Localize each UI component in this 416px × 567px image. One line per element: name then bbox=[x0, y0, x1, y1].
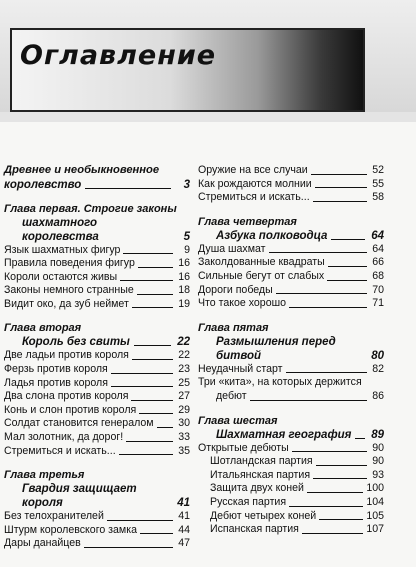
toc-subitem[interactable] bbox=[198, 523, 384, 537]
toc-item-label: Неудачный старт bbox=[198, 362, 283, 375]
toc-item-page: 64 bbox=[372, 242, 384, 255]
toc-item-page: 30 bbox=[178, 417, 190, 430]
toc-item-page: 93 bbox=[372, 468, 384, 481]
chapter-5-label: Глава пятая bbox=[198, 321, 269, 334]
chapter-6-title-entry[interactable] bbox=[198, 428, 384, 442]
toc-item-page: 23 bbox=[178, 363, 190, 376]
chapter-3-title: Гвардия защищает короля bbox=[22, 483, 137, 510]
toc-item-page: 52 bbox=[372, 164, 384, 176]
toc-item[interactable] bbox=[198, 164, 384, 178]
toc-item-page: 107 bbox=[366, 523, 384, 536]
toc-item[interactable] bbox=[4, 524, 190, 538]
chapter-1-label: Глава первая. Строгие законы bbox=[4, 202, 177, 215]
chapter-4 bbox=[198, 216, 384, 311]
intro-entry[interactable] bbox=[4, 164, 190, 192]
toc-item[interactable] bbox=[198, 178, 384, 192]
toc-item-label: Штурм королевского замка bbox=[4, 523, 137, 536]
banner-strip bbox=[0, 112, 416, 122]
chapter-6 bbox=[198, 415, 384, 537]
toc-item-label: Открытые дебюты bbox=[198, 441, 289, 454]
toc-item-label: Солдат становится генералом bbox=[4, 417, 154, 430]
chapter-5-title-entry[interactable] bbox=[198, 335, 384, 363]
chapter-5-title: Размышления перед битвой bbox=[216, 335, 336, 362]
chapter-5-page: 80 bbox=[371, 349, 384, 362]
toc-item-label: Законы немного странные bbox=[4, 284, 134, 297]
toc-item-page: 44 bbox=[178, 523, 190, 536]
chapter-3-label: Глава третья bbox=[4, 469, 85, 482]
chapter-6-page: 89 bbox=[371, 428, 384, 441]
chapter-3-continued bbox=[198, 164, 384, 205]
toc-item-page: 105 bbox=[366, 509, 384, 522]
chapter-2-title: Король без свиты bbox=[22, 336, 130, 349]
toc-item-page: 71 bbox=[372, 297, 384, 310]
toc-item-page: 27 bbox=[178, 390, 190, 403]
toc-left-column bbox=[4, 164, 190, 551]
chapter-3 bbox=[4, 469, 190, 551]
toc-item-label: Язык шахматных фигур bbox=[4, 243, 121, 256]
chapter-6-title: Шахматная география bbox=[216, 428, 352, 441]
toc-item-label: Русская партия bbox=[210, 495, 287, 508]
toc-item-page: 104 bbox=[366, 495, 384, 508]
chapter-2-page: 22 bbox=[177, 336, 190, 349]
toc-subitem[interactable] bbox=[198, 496, 384, 510]
toc-item-label: Защита двух коней bbox=[210, 482, 304, 495]
toc-item[interactable] bbox=[198, 297, 384, 311]
toc-item-label-cont: дебют bbox=[216, 389, 247, 402]
intro-line1: Древнее и необыкновенное bbox=[4, 164, 160, 176]
toc-item[interactable] bbox=[4, 417, 190, 431]
chapter-2 bbox=[4, 322, 190, 458]
toc-item-page: 33 bbox=[178, 431, 190, 444]
toc-item[interactable] bbox=[4, 284, 190, 298]
toc-item[interactable] bbox=[198, 243, 384, 257]
page-title: Оглавление bbox=[20, 40, 217, 71]
chapter-1-title: шахматного королевства bbox=[22, 216, 99, 243]
chapter-3-title-entry[interactable] bbox=[4, 482, 190, 510]
toc-item-label: Дебют четырех коней bbox=[210, 509, 317, 522]
toc-item-label: Две ладьи против короля bbox=[4, 349, 129, 362]
toc-item[interactable] bbox=[4, 271, 190, 285]
toc-item-label: Стремиться и искать... bbox=[4, 444, 116, 457]
toc-item[interactable] bbox=[4, 257, 190, 271]
chapter-3-page: 41 bbox=[177, 497, 190, 510]
toc-item-label: Дороги победы bbox=[198, 283, 273, 296]
toc-item[interactable] bbox=[4, 377, 190, 391]
toc-item-page: 66 bbox=[372, 256, 384, 269]
toc-item[interactable] bbox=[4, 363, 190, 377]
toc-subitem[interactable] bbox=[198, 455, 384, 469]
toc-item-page: 9 bbox=[184, 243, 190, 256]
leader-line bbox=[355, 438, 365, 439]
chapter-5 bbox=[198, 322, 384, 404]
toc-item[interactable] bbox=[198, 284, 384, 298]
toc-item-label: Шотландская партия bbox=[210, 455, 313, 468]
toc-item-label: Как рождаются молнии bbox=[198, 177, 312, 190]
toc-item-label: Итальянская партия bbox=[210, 468, 311, 481]
toc-item-page: 35 bbox=[178, 444, 190, 457]
toc-item-label: Конь и слон против короля bbox=[4, 403, 137, 416]
toc-item-page: 47 bbox=[178, 537, 190, 550]
toc-item-label: Два слона против короля bbox=[4, 390, 129, 403]
chapter-4-title-entry[interactable] bbox=[198, 229, 384, 243]
toc-item[interactable] bbox=[4, 298, 190, 312]
toc-item[interactable] bbox=[198, 363, 384, 377]
toc-item-page: 41 bbox=[178, 510, 190, 523]
toc-item[interactable] bbox=[198, 191, 384, 205]
toc-item-page: 55 bbox=[372, 177, 384, 190]
toc-item-page: 58 bbox=[372, 191, 384, 204]
toc-item[interactable] bbox=[198, 442, 384, 456]
toc-subitem[interactable] bbox=[198, 469, 384, 483]
toc-item-page: 16 bbox=[178, 257, 190, 270]
toc-item-label: Что такое хорошо bbox=[198, 297, 286, 310]
toc-item-label: Дары данайцев bbox=[4, 537, 81, 550]
toc-item-label: Мал золотник, да дорог! bbox=[4, 431, 124, 444]
toc-item-page: 25 bbox=[178, 376, 190, 389]
toc-item-label: Душа шахмат bbox=[198, 242, 266, 255]
toc-item-page: 90 bbox=[372, 441, 384, 454]
chapter-2-title-entry[interactable] bbox=[4, 335, 190, 349]
chapter-4-label: Глава четвертая bbox=[198, 215, 297, 228]
toc-item-page: 90 bbox=[372, 455, 384, 468]
intro-page: 3 bbox=[183, 178, 190, 191]
toc-item[interactable] bbox=[4, 390, 190, 404]
chapter-1 bbox=[4, 203, 190, 312]
toc-item[interactable] bbox=[4, 349, 190, 363]
toc-item-label: Правила поведения фигур bbox=[4, 257, 135, 270]
toc-item-label: Стремиться и искать... bbox=[198, 191, 310, 204]
chapter-6-label: Глава шестая bbox=[198, 414, 278, 427]
toc-subitem[interactable] bbox=[198, 482, 384, 496]
toc-item-page: 70 bbox=[372, 283, 384, 296]
toc-item[interactable] bbox=[4, 445, 190, 459]
toc-item[interactable] bbox=[4, 510, 190, 524]
toc-item-label: Ладья против короля bbox=[4, 376, 108, 389]
toc-right-column bbox=[198, 164, 384, 537]
toc-item-page: 29 bbox=[178, 403, 190, 416]
toc-item-label: Оружие на все случаи bbox=[198, 164, 308, 176]
toc-item-page: 18 bbox=[178, 284, 190, 297]
chapter-1-page: 5 bbox=[183, 230, 190, 243]
toc-item-page: 100 bbox=[366, 482, 384, 495]
chapter-4-page: 64 bbox=[371, 229, 384, 242]
toc-item-label: Короли остаются живы bbox=[4, 270, 118, 283]
toc-item[interactable] bbox=[198, 256, 384, 270]
title-banner bbox=[0, 0, 416, 122]
chapter-4-title: Азбука полководца bbox=[216, 229, 328, 242]
toc-item[interactable] bbox=[4, 537, 190, 551]
toc-item-page: 19 bbox=[178, 297, 190, 310]
toc-item[interactable] bbox=[4, 431, 190, 445]
toc-item-label: Испанская партия bbox=[210, 523, 299, 536]
toc-item[interactable] bbox=[4, 244, 190, 258]
leader-line bbox=[85, 188, 171, 189]
chapter-2-label: Глава вторая bbox=[4, 322, 82, 335]
toc-item[interactable] bbox=[198, 270, 384, 284]
chapter-1-title-entry[interactable] bbox=[4, 216, 190, 244]
toc-item-page: 22 bbox=[178, 349, 190, 362]
toc-item-page: 16 bbox=[178, 270, 190, 283]
toc-subitem[interactable] bbox=[198, 510, 384, 524]
toc-item-page: 82 bbox=[372, 362, 384, 375]
leader-line bbox=[134, 345, 171, 346]
intro-line2: королевство bbox=[4, 178, 82, 191]
toc-item-page: 86 bbox=[372, 389, 384, 402]
toc-item-label: Без телохранителей bbox=[4, 510, 104, 523]
toc-item-label: Сильные бегут от слабых bbox=[198, 269, 325, 282]
toc-item-label: Заколдованные квадраты bbox=[198, 256, 325, 269]
toc-item-label: Три «кита», на которых держится bbox=[198, 376, 362, 389]
toc-item-multiline[interactable] bbox=[198, 376, 384, 403]
toc-item[interactable] bbox=[4, 404, 190, 418]
toc-item-label: Видит око, да зуб неймет bbox=[4, 297, 129, 310]
toc-item-label: Ферзь против короля bbox=[4, 363, 108, 376]
leader-line bbox=[331, 239, 365, 240]
toc-item-page: 68 bbox=[372, 269, 384, 282]
